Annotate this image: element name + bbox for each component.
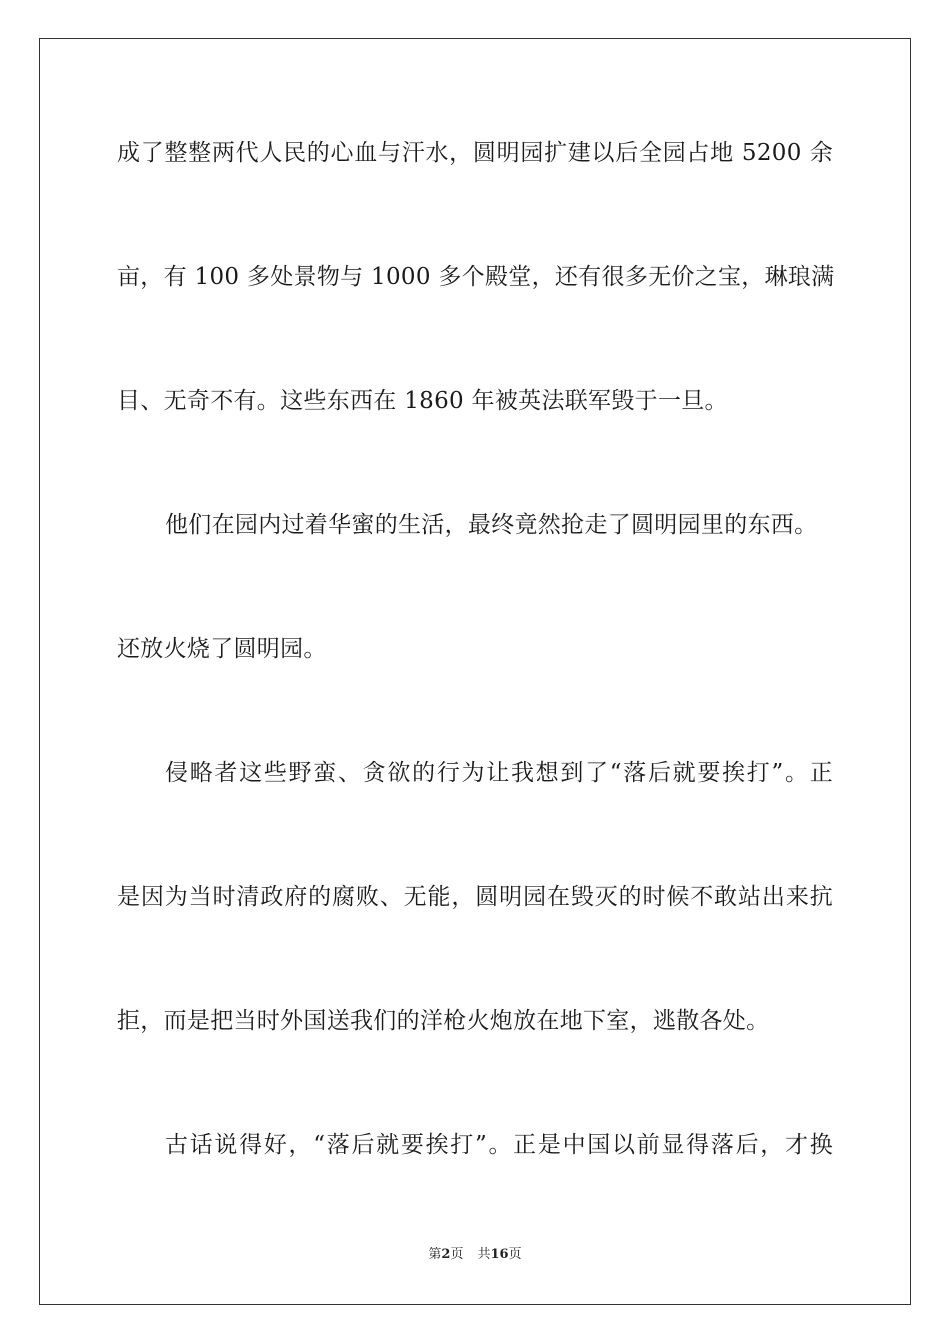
- paragraph-first-line: 他们在园内过着华蜜的生活，最终竟然抢走了圆明园里的东西。: [165, 512, 818, 538]
- text-line: 亩，有 100 多处景物与 1000 多个殿堂，还有很多无价之宝，琳琅满: [117, 264, 835, 290]
- page-footer: [0, 1246, 950, 1264]
- page-suffix: 页: [450, 1247, 464, 1262]
- total-pages: 16: [490, 1247, 509, 1262]
- paragraph-first-line: 侵略者这些野蛮、贪欲的行为让我想到了“落后就要挨打”。正: [165, 760, 833, 786]
- total-suffix: 页: [508, 1247, 522, 1262]
- total-prefix: 共: [477, 1247, 491, 1262]
- page-prefix: 第: [428, 1247, 442, 1262]
- text-line: 拒，而是把当时外国送我们的洋枪火炮放在地下室，逃散各处。: [117, 1008, 770, 1034]
- page-number: 2: [441, 1247, 451, 1262]
- page-border: [39, 38, 911, 1305]
- text-line: 是因为当时清政府的腐败、无能，圆明园在毁灭的时候不敢站出来抗: [117, 884, 833, 910]
- text-line: 成了整整两代人民的心血与汗水，圆明园扩建以后全园占地 5200 余: [117, 140, 833, 166]
- text-line: 还放火烧了圆明园。: [117, 636, 327, 662]
- paragraph-first-line: 古话说得好，“落后就要挨打”。正是中国以前显得落后，才换: [165, 1132, 833, 1158]
- text-line: 目、无奇不有。这些东西在 1860 年被英法联军毁于一旦。: [117, 388, 728, 414]
